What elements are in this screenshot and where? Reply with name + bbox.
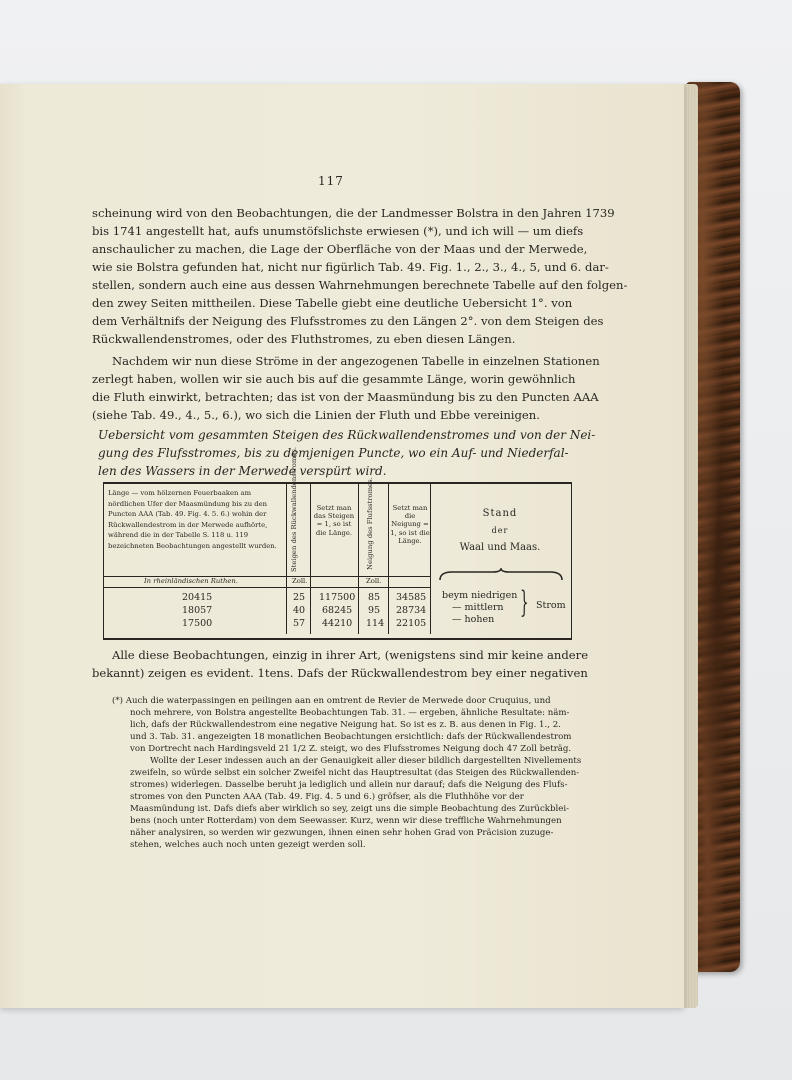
unit-zoll-slope: Zoll. xyxy=(366,577,382,585)
right-brace-icon: } xyxy=(520,585,529,620)
footnote-line: stromes) widerlegen. Dasselbe beruht ja lediglich und allein nur darauf; dafs die Neigung des Flufs- xyxy=(130,780,568,790)
table-cell-slope-ratio: 28734 xyxy=(396,605,427,616)
table-cell-rise: 40 xyxy=(293,605,306,616)
table-cell-rise-ratio: 117500 xyxy=(319,592,356,603)
paragraph-1-line: den zwey Seiten mittheilen. Diese Tabelle giebt eine deutliche Uebersicht 1°. von xyxy=(92,296,573,310)
paragraph-1-line: anschaulicher zu machen, die Lage der Oberfläche von der Maas und der Merwede, xyxy=(92,242,588,256)
level-mid: — mittlern xyxy=(452,602,504,613)
col-length-header: Länge — vom hölzernen Feuerbaaken am nördlichen Ufer der Maasmündung bis zu den Puncten AAA (Tab. 49. Fig. 4. 5. 6.) wohin der Rückwallendestrom in der Merwede aufhörte, während die in der Tabelle S. 118 u. 119 bezeichneten Beobachtungen angestellt wurden. xyxy=(108,489,277,550)
strom-label: Strom xyxy=(536,600,566,611)
paragraph-1-line: bis 1741 angestellt hat, aufs unumstöfslichste erwiesen (*), und ich will — um diefs xyxy=(92,224,584,238)
table-cell-length: 17500 xyxy=(182,618,213,629)
horizontal-brace-icon xyxy=(438,568,564,582)
paragraph-2-line: Nachdem wir nun diese Ströme in der angezogenen Tabelle in einzelnen Stationen xyxy=(112,354,600,368)
table-cell-length: 20415 xyxy=(182,592,213,603)
stand-rivers: Waal und Maas. xyxy=(459,542,541,553)
col-slope-ratio-header: Setzt man die Neigung = 1, so ist die Länge. xyxy=(390,504,430,545)
table-cell-slope-ratio: 22105 xyxy=(396,618,427,629)
footnote-line: stromes von den Puncten AAA (Tab. 49. Fig. 4. 5 und 6.) gröfser, als die Fluthhöhe vor der xyxy=(130,792,524,802)
table-cell-slope: 95 xyxy=(368,605,381,616)
paragraph-1-line: stellen, sondern auch eine aus dessen Wahrnehmungen berechnete Tabelle auf den folgen- xyxy=(92,278,628,292)
paragraph-3-line: Alle diese Beobachtungen, einzig in ihrer Art, (wenigstens sind mir keine andere xyxy=(112,648,589,662)
footnote-line: lich, dafs der Rückwallendestrom eine negative Neigung hat. So ist es z. B. aus denen in Fig. 1., 2. xyxy=(130,720,561,730)
col-slope-header: Neigung des Flufsstromes. xyxy=(366,477,374,570)
paragraph-2-line: zerlegt haben, wollen wir sie auch bis auf die gesammte Länge, worin gewöhnlich xyxy=(92,372,576,386)
table-cell-rise: 57 xyxy=(293,618,306,629)
table-caption-line: Uebersicht vom gesammten Steigen des Rückwallendenstromes und von der Nei- xyxy=(98,428,596,442)
level-high: — hohen xyxy=(452,614,495,625)
table-cell-rise-ratio: 68245 xyxy=(322,605,353,616)
page-number: 117 xyxy=(318,174,344,188)
paragraph-1-line: dem Verhältnifs der Neigung des Flufsstromes zu den Längen 2°. von dem Steigen des xyxy=(92,314,604,328)
table-cell-slope-ratio: 34585 xyxy=(396,592,427,603)
unit-ruthen: In rheinländischen Ruthen. xyxy=(144,577,238,585)
footnote-line: zweifeln, so würde selbst ein solcher Zweifel nicht das Hauptresultat (das Steigen des Rückwallenden- xyxy=(130,768,580,778)
stand-der: der xyxy=(491,526,509,535)
paragraph-2-line: (siehe Tab. 49., 4., 5., 6.), wo sich die Linien der Fluth und Ebbe vereinigen. xyxy=(92,408,540,422)
paragraph-1-line: wie sie Bolstra gefunden hat, nicht nur figürlich Tab. 49. Fig. 1., 2., 3., 4., 5, und 6. dar- xyxy=(92,260,609,274)
paragraph-1-line: Rückwallendenstromes, oder des Fluthstromes, zu eben diesen Längen. xyxy=(92,332,516,346)
footnote-line: Maasmündung ist. Dafs diefs aber wirklich so sey, zeigt uns die simple Beobachtung des Zurückblei- xyxy=(130,804,569,814)
paragraph-2-line: die Fluth einwirkt, betrachten; das ist von der Maasmündung bis zu den Puncten AAA xyxy=(92,390,599,404)
table-cell-rise-ratio: 44210 xyxy=(322,618,353,629)
paragraph-1-line: scheinung wird von den Beobachtungen, die der Landmesser Bolstra in den Jahren 1739 xyxy=(92,206,615,220)
table-cell-slope: 85 xyxy=(368,592,381,603)
table-cell-slope: 114 xyxy=(366,618,385,629)
footnote-line: (*) Auch die waterpassingen en peilingen aan en omtrent de Revier de Merwede door Cruquius, und xyxy=(112,696,551,706)
table-cell-rise: 25 xyxy=(293,592,306,603)
footnote-line: und 3. Tab. 31. angezeigten 18 monatlichen Beobachtungen ersichtlich: dafs der Rückwallendestrom xyxy=(130,732,572,742)
footnote-line: näher analysiren, so werden wir gezwungen, ihnen einen sehr hohen Grad von Präcision zuzuge- xyxy=(130,828,554,838)
col-rise-header: Steigen des Rückwallendenstromes. xyxy=(290,447,298,572)
col-rise-ratio-header: Setzt man das Steigen = 1, so ist die Länge. xyxy=(313,504,355,537)
footnote-line: von Dortrecht nach Hardingsveld 21 1/2 Z. steigt, wo des Flufsstromes Neigung doch 47 Zoll beträg. xyxy=(130,744,572,754)
table-caption-line: len des Wassers in der Merwede verspürt wird. xyxy=(98,464,387,478)
footnote-line: noch mehrere, von Bolstra angestellte Beobachtungen Tab. 31. — ergeben, ähnliche Resultate: näm- xyxy=(130,708,570,718)
table-caption-line: gung des Flufsstromes, bis zu demjenigen Puncte, wo ein Auf- und Niederfal- xyxy=(98,446,569,460)
stand-title: Stand xyxy=(482,508,518,519)
footnote-line: stehen, welches auch noch unten gezeigt werden soll. xyxy=(130,840,366,850)
footnote-line: bens (noch unter Rotterdam) von dem Seewasser. Kurz, wenn wir diese treffliche Wahrnehmungen xyxy=(130,816,562,826)
paragraph-3-line: bekannt) zeigen es evident. 1tens. Dafs der Rückwallendestrom bey einer negativen xyxy=(92,666,588,680)
footnote-line: Wollte der Leser indessen auch an der Genauigkeit aller dieser bildlich dargestellten Nivellements xyxy=(150,756,582,766)
unit-zoll-rise: Zoll. xyxy=(292,577,308,585)
level-low: beym niedrigen xyxy=(442,590,518,601)
table-cell-length: 18057 xyxy=(182,605,213,616)
